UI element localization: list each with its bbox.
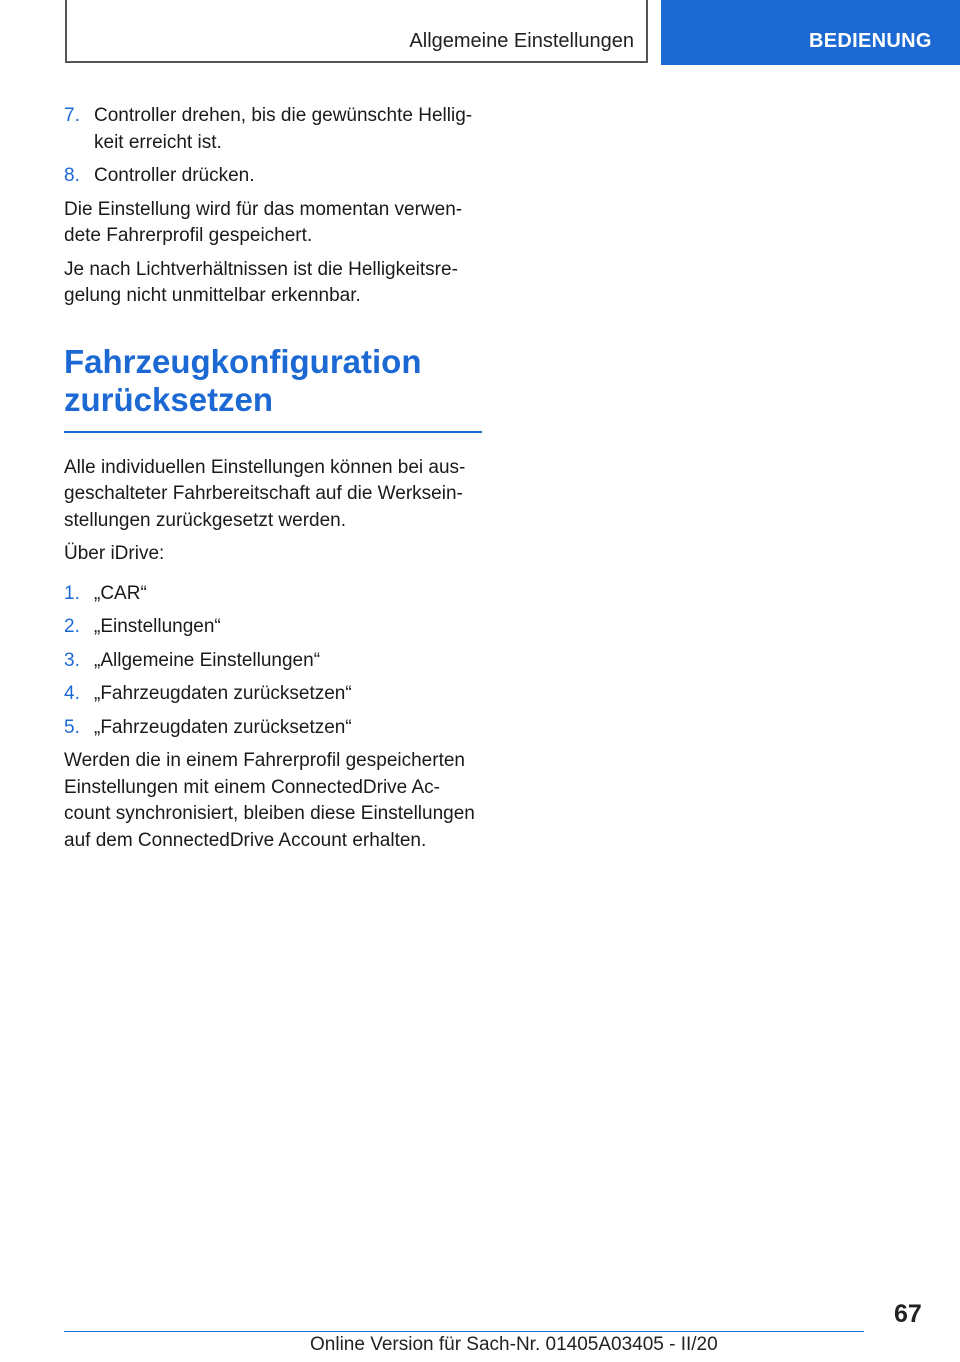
step-item	[64, 715, 482, 742]
header-chapter-box	[65, 0, 648, 63]
step-item	[64, 163, 482, 190]
step-text: „Allgemeine Einstellungen“	[94, 649, 321, 671]
page-content	[64, 103, 482, 861]
chapter-title: Allgemeine Einstellungen	[409, 30, 634, 52]
paragraph: Alle individuellen Einstellungen können bei aus-geschalteter Fahrbereitschaft auf die Werksein-stellungen zurückgesetzt werden.	[64, 456, 466, 531]
section-heading	[64, 343, 482, 419]
step-number: 1.	[64, 582, 80, 604]
page-number: 67	[894, 1300, 922, 1328]
step-item	[64, 614, 482, 641]
footer-version-text: Online Version für Sach-Nr. 01405A03405 - II/20	[310, 1334, 718, 1355]
section-label: BEDIENUNG	[809, 30, 932, 52]
step-text: „Einstellungen“	[94, 616, 221, 637]
header-section-tab	[661, 0, 960, 65]
step-number: 4.	[64, 683, 80, 704]
section-heading-line1: Fahrzeugkonfiguration	[64, 342, 422, 380]
section-heading-line2: zurücksetzen	[64, 380, 274, 418]
step-number: 2.	[64, 616, 80, 637]
paragraph: Je nach Lichtverhältnissen ist die Helligkeitsre-gelung nicht unmittelbar erkennbar.	[64, 258, 458, 306]
step-text: „Fahrzeugdaten zurücksetzen“	[94, 716, 352, 738]
step-text: „Fahrzeugdaten zurücksetzen“	[94, 683, 352, 704]
step-item	[64, 681, 482, 708]
step-number: 3.	[64, 649, 80, 671]
step-text: Controller drehen, bis die gewünschte Hellig-keit erreicht ist.	[94, 105, 473, 153]
step-item	[64, 581, 482, 608]
step-number: 5.	[64, 716, 80, 738]
paragraph: Über iDrive:	[64, 543, 165, 564]
heading-underline	[64, 431, 482, 433]
step-text: Controller drücken.	[94, 165, 255, 186]
step-item	[64, 103, 482, 156]
paragraph: Werden die in einem Fahrerprofil gespeicherten Einstellungen mit einem ConnectedDrive Ac-count synchronisiert, bleiben diese Einstellungen auf dem ConnectedDrive Account erhalten.	[64, 750, 475, 851]
step-text: „CAR“	[94, 582, 147, 604]
step-item	[64, 648, 482, 675]
paragraph: Die Einstellung wird für das momentan verwen-dete Fahrerprofil gespeichert.	[64, 198, 463, 246]
step-number: 7.	[64, 105, 80, 126]
step-number: 8.	[64, 165, 80, 186]
footer-divider	[64, 1331, 864, 1332]
